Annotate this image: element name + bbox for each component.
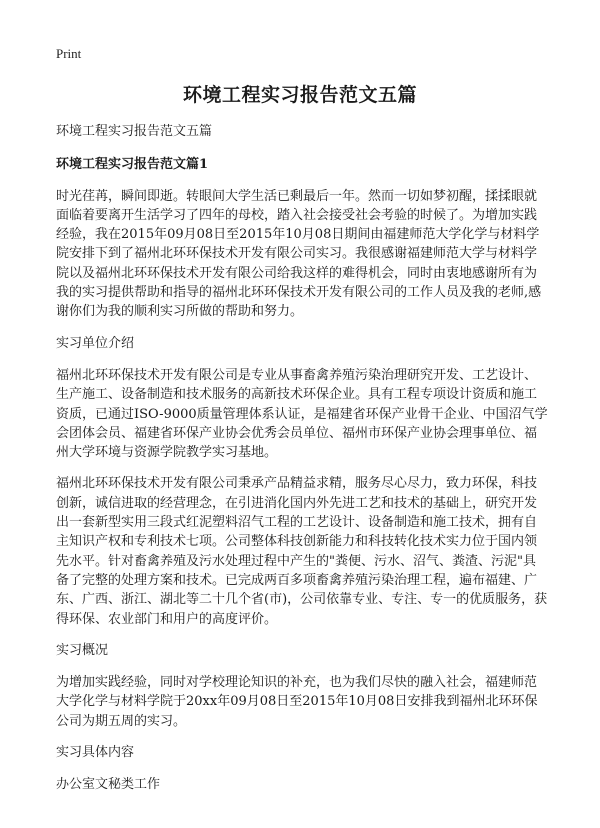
heading-company-intro: 实习单位介绍 [56,335,135,351]
document-title: 环境工程实习报告范文五篇 [182,84,417,106]
heading-internship-content: 实习具体内容 [56,745,135,761]
paragraph-company-philosophy: 福州北环环保技术开发有限公司秉承产品精益求精，服务尽心尽力，致力环保，科技创新，诚信进取的经营理念，在引进消化国内外先进工艺和技术的基础上，研究开发出一套新型实用三段式红泥塑料沼气工程的工艺设计、设备制造和施工技术，拥有自主知识产权和专利技术七项。公司整体科技创新能力和科技转化技术实力位于国内领先水平。针对畜禽养殖及污水处理过程中产生的"粪便、污水、沼气、粪渣、污泥"具备了完整的处理方案和技术。已完成两百多项畜禽养殖污染治理工程，遍布福建、广东、广西、浙江、湖北等二十几个省(市)，公司依靠专业、专注、专一的优质服务，获得环保、农业部门和用户的高度评价。 [56,476,548,627]
section-heading: 环境工程实习报告范文篇1 [56,157,209,173]
document-body [56,122,548,808]
print-link[interactable]: Print [56,46,82,61]
paragraph-company-profile: 福州北环环保技术开发有限公司是专业从事畜禽养殖污染治理研究开发、工艺设计、生产施工、设备制造和技术服务的高新技术环保企业。具有工程专项设计资质和施工资质，已通过ISO-9000质量管理体系认证，是福建省环保产业骨干企业、中国沼气学会团体会员、福建省环保产业协会优秀会员单位、福州市环保产业协会理事单位、福州大学环境与资源学院教学实习基地。 [56,367,548,461]
heading-internship-overview: 实习概况 [56,642,109,658]
heading-office-work: 办公室文秘类工作 [56,777,161,793]
paragraph-intro: 时光荏苒，瞬间即逝。转眼间大学生活已剩最后一年。然而一切如梦初醒，揉揉眼就面临着要离开生活学习了四年的母校，踏入社会接受社会考验的时候了。为增加实践经验，我在2015年09月08日至2015年10月08日期间由福建师范大学化学与材料学院安排下到了福州北环环保技术开发有限公司实习。我很感谢福建师范大学与材料学院以及福州北环环保技术开发有限公司给我这样的难得机会，同时由衷地感谢所有为我的实习提供帮助和指导的福州北环环保技术开发有限公司的工作人员及我的老师,感谢你们为我的顺利实习所做的帮助和努力。 [56,188,542,320]
document-subtitle: 环境工程实习报告范文五篇 [56,124,213,139]
paragraph-internship-overview: 为增加实践经验，同时对学校理论知识的补充，也为我们尽快的融入社会，福建师范大学化学与材料学院于20xx年09月08日至2015年10月08日安排我到福州北环环保公司为期五周的实习。 [56,675,538,729]
